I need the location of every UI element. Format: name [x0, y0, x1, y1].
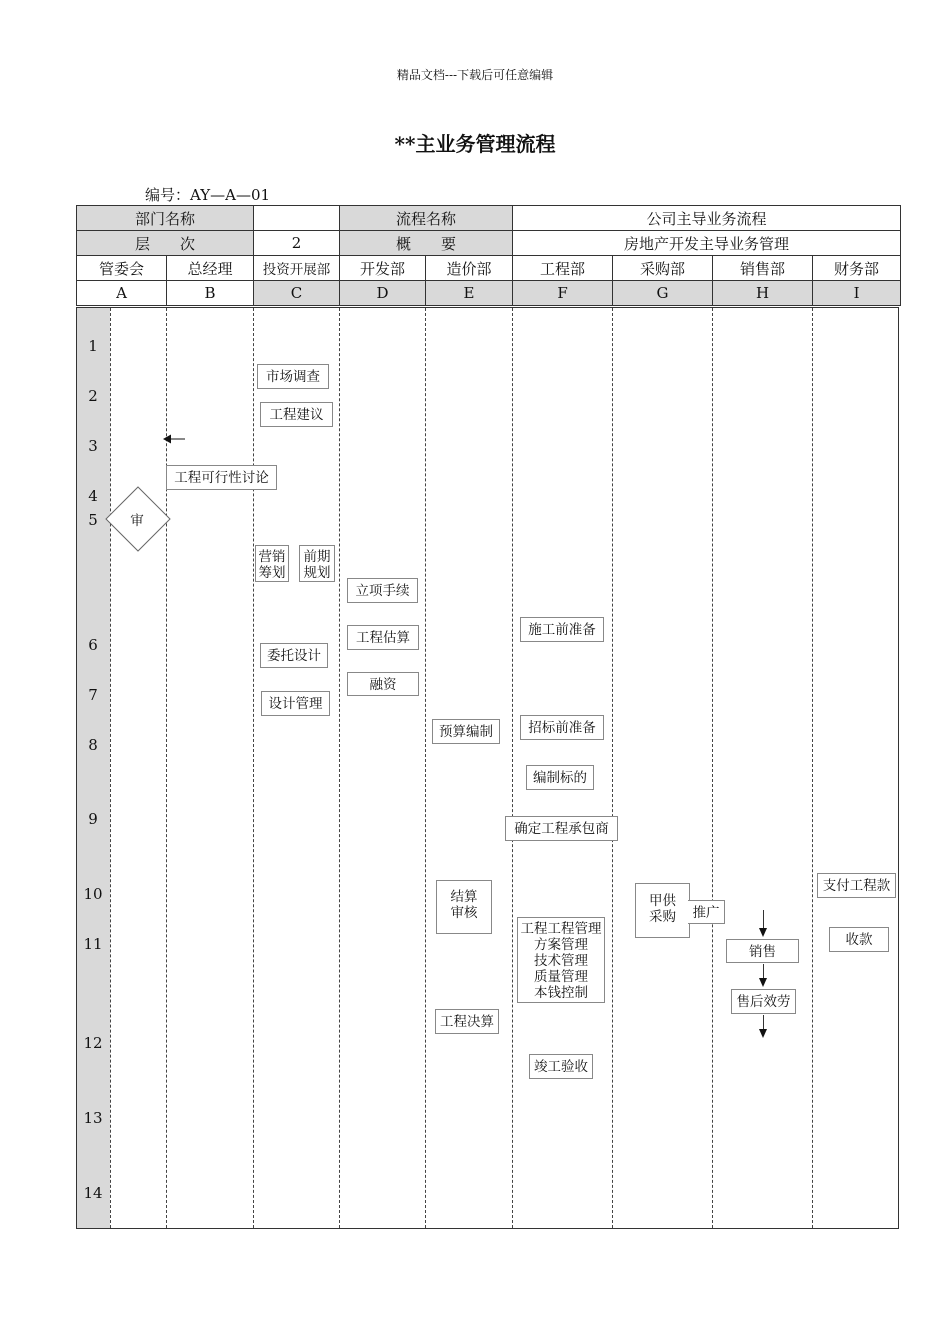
row-number: 11: [83, 935, 103, 953]
step-design-commission: 委托设计: [260, 643, 328, 668]
arrow-down-icon: [759, 978, 767, 987]
row-number: 8: [88, 736, 98, 754]
col-a: A: [77, 281, 167, 306]
step-bid-docs: 编制标的: [526, 765, 594, 790]
step-approval: 立项手续: [347, 578, 418, 603]
row-number: 14: [83, 1184, 103, 1202]
row-number: 5: [88, 511, 98, 529]
arrow-down-icon: [759, 1029, 767, 1038]
row-number: 3: [88, 437, 98, 455]
step-promotion: 推广: [688, 900, 725, 924]
dept-e: 造价部: [426, 256, 513, 281]
lane-divider: [712, 308, 713, 1228]
lane-divider: [512, 308, 513, 1228]
step-project-proposal: 工程建议: [260, 402, 333, 427]
step-budgeting: 预算编制: [432, 719, 500, 744]
col-e: E: [426, 281, 513, 306]
flow-line: [763, 964, 764, 978]
lane-divider: [339, 308, 340, 1228]
step-construction-management: 工程工程管理 方案管理 技术管理 质量管理 本钱控制: [517, 917, 605, 1003]
row-number: 13: [83, 1109, 103, 1127]
header-note: 精品文档---下载后可任意编辑: [396, 68, 554, 82]
lane-divider: [110, 308, 111, 1228]
col-f: F: [513, 281, 613, 306]
summary-label: 概 要: [340, 231, 513, 256]
lane-divider: [612, 308, 613, 1228]
step-pre-bid: 招标前准备: [520, 715, 604, 740]
step-sales: 销售: [726, 939, 799, 963]
row-number: 12: [83, 1034, 103, 1052]
col-d: D: [340, 281, 426, 306]
step-pre-construction: 施工前准备: [520, 617, 604, 642]
summary-value: 房地产开发主导业务管理: [513, 231, 901, 256]
dept-h: 销售部: [713, 256, 813, 281]
dept-name-value: [254, 206, 340, 231]
step-financing: 融资: [347, 672, 419, 696]
lane-divider: [253, 308, 254, 1228]
col-h: H: [713, 281, 813, 306]
row-number: 10: [83, 885, 103, 903]
flow-line: [763, 910, 764, 930]
level-label: 层 次: [77, 231, 254, 256]
lane-divider: [425, 308, 426, 1228]
step-pay-project: 支付工程款: [817, 873, 896, 898]
row-number: 9: [88, 810, 98, 828]
review-label: 审: [130, 513, 144, 529]
dept-b: 总经理: [167, 256, 254, 281]
step-owner-purchase: 甲供 采购: [635, 883, 690, 938]
dept-f: 工程部: [513, 256, 613, 281]
arrow-down-icon: [759, 928, 767, 937]
dept-a: 管委会: [77, 256, 167, 281]
step-completion: 竣工验收: [529, 1054, 593, 1079]
col-c: C: [254, 281, 340, 306]
arrow-left-icon: [163, 432, 187, 446]
level-value: 2: [254, 231, 340, 256]
step-settlement-review: 结算 审核: [436, 880, 492, 934]
row-number: 2: [88, 387, 98, 405]
step-feasibility: 工程可行性讨论: [166, 465, 277, 490]
doc-number: 编号：AY—A—01: [145, 186, 271, 204]
flow-body: [76, 307, 899, 1229]
col-g: G: [613, 281, 713, 306]
dept-d: 开发部: [340, 256, 426, 281]
row-number: 6: [88, 636, 98, 654]
lane-divider: [812, 308, 813, 1228]
dept-name-label: 部门名称: [77, 206, 254, 231]
page-title: **主业务管理流程: [394, 132, 556, 156]
flow-line: [763, 1015, 764, 1029]
lane-divider: [166, 308, 167, 1228]
step-design-management: 设计管理: [261, 691, 330, 716]
col-i: I: [813, 281, 901, 306]
step-final-accounts: 工程决算: [435, 1009, 499, 1034]
dept-g: 采购部: [613, 256, 713, 281]
col-b: B: [167, 281, 254, 306]
step-preliminary-plan: 前期 规划: [299, 545, 335, 582]
row-number: 4: [88, 487, 98, 505]
step-estimate: 工程估算: [347, 625, 419, 650]
step-collection: 收款: [829, 927, 889, 952]
dept-c: 投资开展部: [254, 256, 340, 281]
step-after-sales: 售后效劳: [731, 989, 796, 1014]
row-number: 7: [88, 686, 98, 704]
step-market-research: 市场调查: [257, 364, 329, 389]
process-name-label: 流程名称: [340, 206, 513, 231]
row-number: 1: [88, 337, 98, 355]
step-marketing-plan: 营销 筹划: [255, 545, 289, 582]
step-contractor: 确定工程承包商: [505, 816, 618, 841]
dept-i: 财务部: [813, 256, 901, 281]
process-name-value: 公司主导业务流程: [513, 206, 901, 231]
meta-table: [76, 205, 901, 306]
